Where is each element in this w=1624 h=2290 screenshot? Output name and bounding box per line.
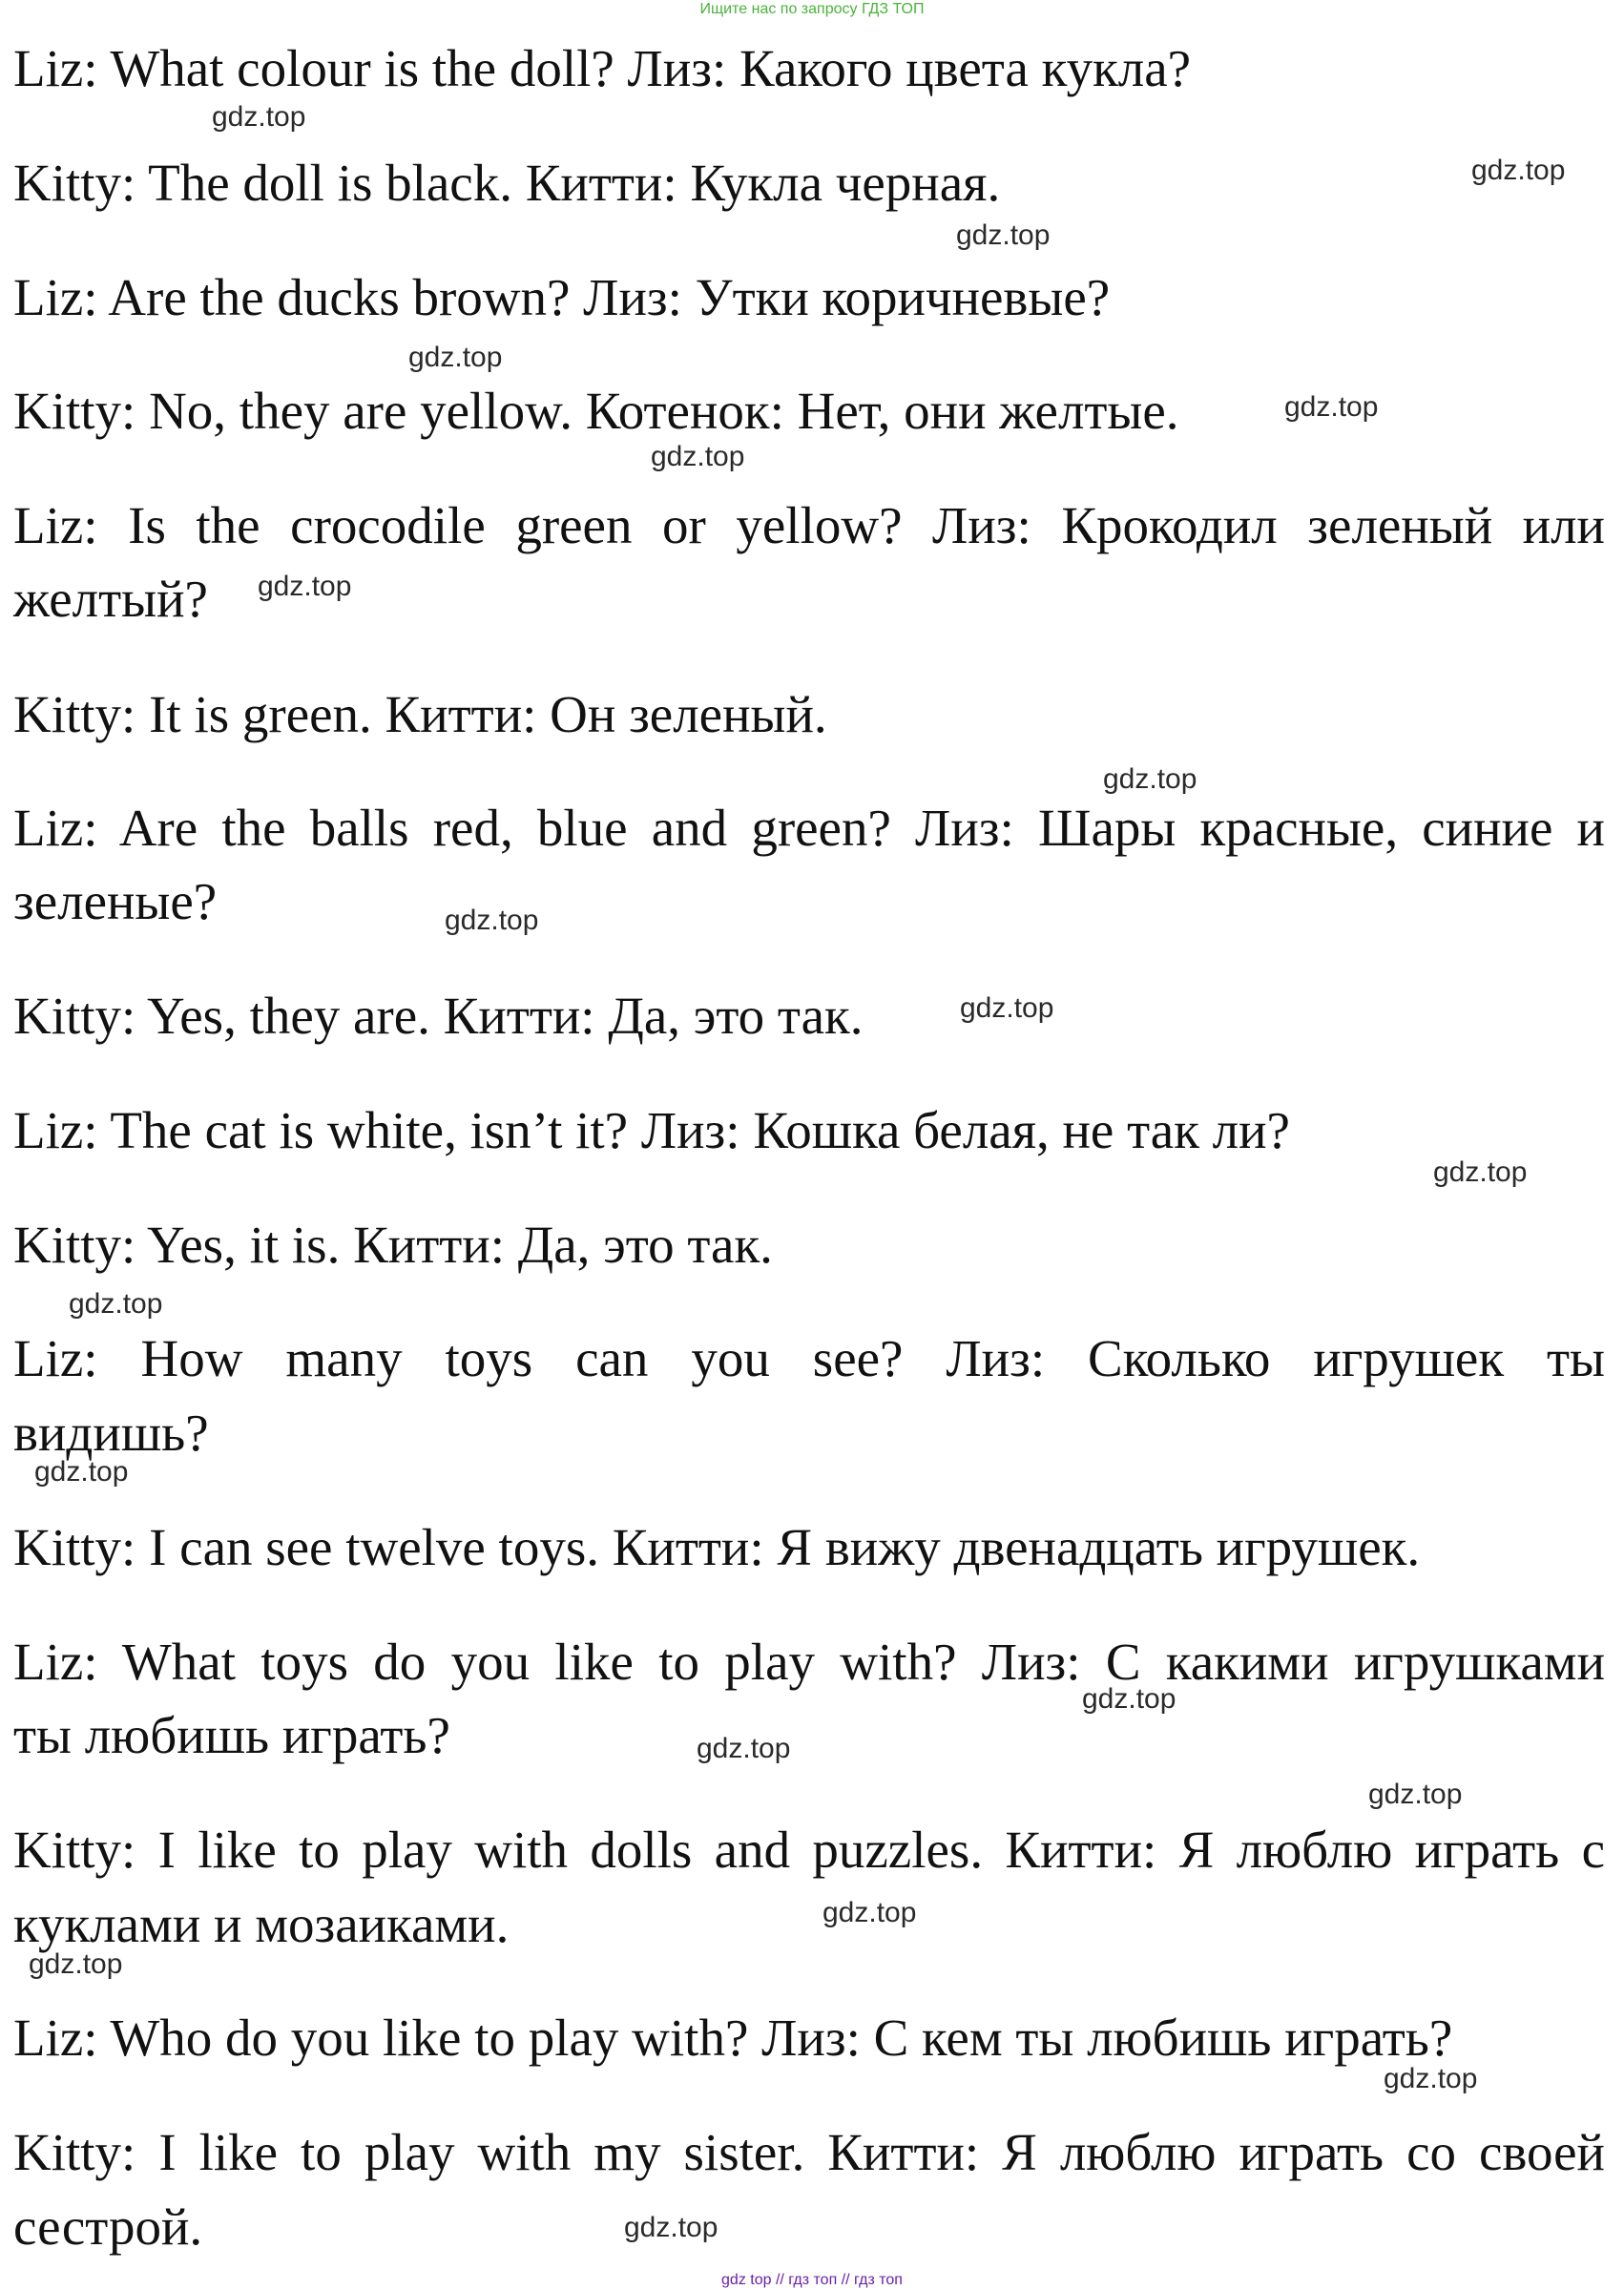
watermark: gdz.top: [258, 571, 352, 602]
watermark: gdz.top: [1471, 155, 1566, 186]
watermark: gdz.top: [1082, 1683, 1176, 1715]
dialogue-line: Liz: How many toys can you see? Лиз: Сколько игрушек ты: [13, 1329, 1605, 1387]
footer-links: gdz top // гдз топ // гдз топ: [721, 2272, 903, 2288]
dialogue-line: Kitty: It is green. Китти: Он зеленый.: [13, 685, 827, 743]
dialogue-line: Liz: Who do you like to play with? Лиз: С кем ты любишь играть?: [13, 2009, 1453, 2067]
dialogue-line-continued: ты любишь играть?: [13, 1706, 450, 1764]
dialogue-line-continued: зеленые?: [13, 872, 218, 930]
dialogue-line: Liz: The cat is white, isn’t it? Лиз: Кошка белая, не так ли?: [13, 1101, 1290, 1159]
dialogue-line: Liz: What colour is the doll? Лиз: Какого цвета кукла?: [13, 39, 1192, 97]
dialogue-line: Kitty: Yes, it is. Китти: Да, это так.: [13, 1216, 773, 1274]
watermark: gdz.top: [29, 1948, 123, 1980]
dialogue-line: Kitty: I like to play with dolls and puzzles. Китти: Я люблю играть с: [13, 1821, 1605, 1879]
dialogue-line: Kitty: I like to play with my sister. Китти: Я люблю играть со своей: [13, 2123, 1605, 2181]
watermark: gdz.top: [69, 1288, 163, 1320]
watermark: gdz.top: [697, 1733, 791, 1764]
watermark: gdz.top: [822, 1897, 917, 1928]
dialogue-line-continued: видишь?: [13, 1404, 209, 1462]
watermark: gdz.top: [1368, 1779, 1463, 1810]
watermark: gdz.top: [1433, 1156, 1528, 1188]
dialogue-line: Kitty: I can see twelve toys. Китти: Я вижу двенадцать игрушек.: [13, 1518, 1421, 1576]
dialogue-line: Kitty: Yes, they are. Китти: Да, это так.: [13, 987, 864, 1045]
watermark: gdz.top: [408, 342, 503, 373]
dialogue-line: Liz: Are the ducks brown? Лиз: Утки коричневые?: [13, 268, 1111, 326]
dialogue-line: Kitty: No, they are yellow. Котенок: Нет, они желтые.: [13, 382, 1179, 440]
dialogue-line: Kitty: The doll is black. Китти: Кукла черная.: [13, 154, 1001, 212]
dialogue-line-continued: сестрой.: [13, 2197, 203, 2256]
top-banner: Ищите нас по запросу ГДЗ ТОП: [699, 1, 925, 17]
watermark: gdz.top: [624, 2212, 718, 2243]
watermark: gdz.top: [960, 992, 1054, 1024]
watermark: gdz.top: [956, 219, 1051, 251]
dialogue-line: Liz: What toys do you like to play with? Лиз: С какими игрушками: [13, 1633, 1605, 1691]
watermark: gdz.top: [651, 441, 745, 472]
dialogue-line-continued: желтый?: [13, 570, 208, 628]
dialogue-line-continued: куклами и мозаиками.: [13, 1895, 510, 1953]
watermark: gdz.top: [212, 101, 306, 133]
watermark: gdz.top: [1384, 2063, 1478, 2094]
watermark: gdz.top: [1103, 763, 1197, 795]
watermark: gdz.top: [34, 1456, 129, 1488]
watermark: gdz.top: [1284, 391, 1379, 423]
watermark: gdz.top: [445, 905, 539, 936]
dialogue-line: Liz: Are the balls red, blue and green? Лиз: Шары красные, синие и: [13, 799, 1605, 857]
dialogue-line: Liz: Is the crocodile green or yellow? Лиз: Крокодил зеленый или: [13, 496, 1605, 554]
